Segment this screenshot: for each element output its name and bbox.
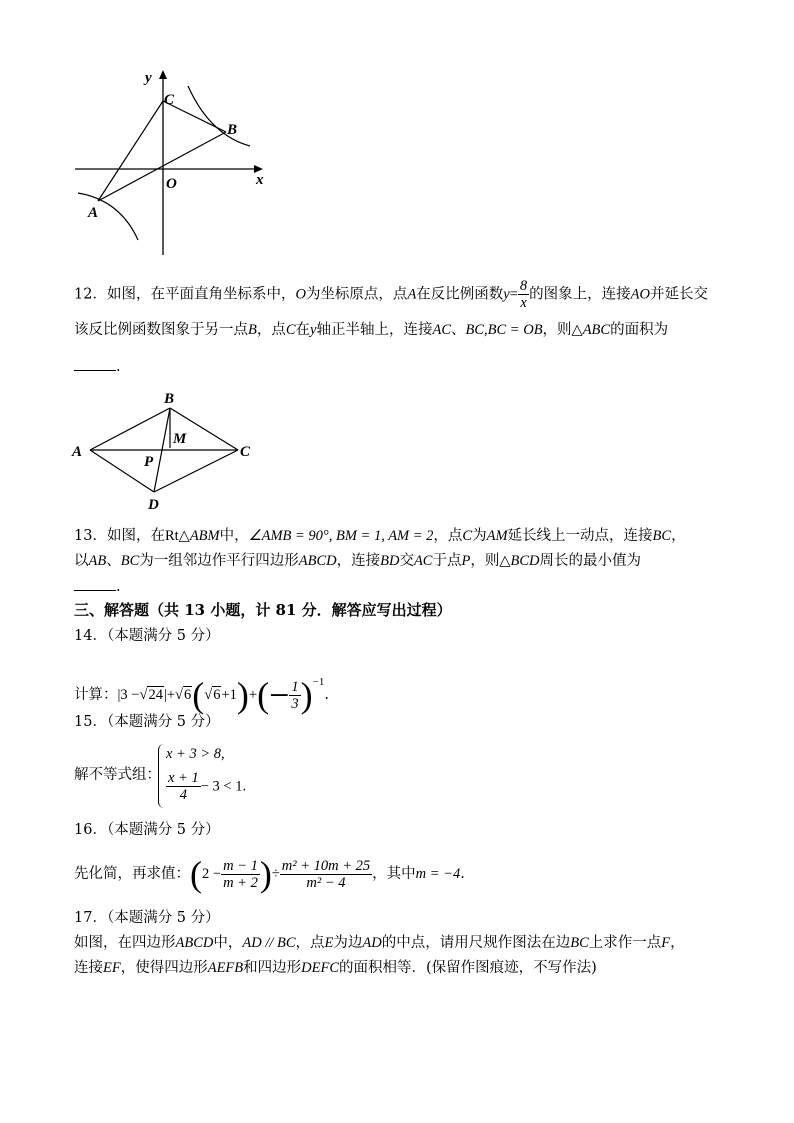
q15-head: 15．（本题满分 5 分） — [74, 714, 220, 730]
q17-line2: 连接EF，使得四边形AEFB和四边形DEFC的面积相等．(保留作图痕迹，不写作法) — [74, 960, 597, 976]
fraction-m-minus-1: $\frac{m - 1}{m + 2}$ — [223, 857, 258, 891]
label-x: x — [256, 172, 264, 188]
segment-AB — [98, 132, 226, 201]
label-D: D — [148, 497, 159, 513]
label-O: O — [166, 176, 177, 192]
hyperbola-upper — [188, 86, 250, 146]
label-A: A — [88, 205, 99, 221]
q15-brace — [158, 744, 165, 808]
label-C: C — [240, 444, 251, 460]
q16-head: 16．（本题满分 5 分） — [74, 822, 220, 838]
fraction-8-over-x: $\frac{8}{x}$ — [519, 278, 528, 311]
q17-head: 17．（本题满分 5 分） — [74, 910, 220, 926]
label-M: M — [173, 431, 187, 447]
hyperbola-lower — [78, 193, 138, 240]
label-P: P — [144, 454, 154, 470]
label-y: y — [145, 70, 152, 86]
q12-answer-blank: . — [74, 356, 121, 377]
q15-ineq1: x + 3 > 8, — [166, 746, 225, 762]
fraction-1-over-3: $\frac{1}{3}$ — [291, 678, 299, 712]
label-C: C — [164, 92, 175, 108]
q14-head: 14．（本题满分 5 分） — [74, 628, 220, 644]
figure-q13 — [66, 385, 266, 515]
fraction-m-squared: $\frac{\text{m² + 10m + 25}}{\text{m² − 4}}$ — [281, 857, 371, 891]
label-B: B — [164, 391, 175, 407]
section-title: 三、解答题（共 13 小题，计 81 分．解答应写出过程） — [74, 601, 452, 619]
segment-CD — [154, 450, 238, 492]
q13-line2: 以AB、BC为一组邻边作平行四边形ABCD，连接BD交AC于点P，则△BCD周长的最小值为 — [74, 553, 641, 569]
q12-line2: 该反比例函数图象于另一点B，点C在y轴正半轴上，连接AC、BC,BC = OB，则△ABC的面积为 — [74, 322, 669, 338]
y-axis-arrow — [159, 70, 167, 79]
q17-line1: 如图，在四边形ABCD中，AD // BC，点E为边AD的中点，请用尺规作图法在边BC上求作一点F， — [74, 935, 685, 951]
answer-blank — [74, 576, 116, 591]
fraction-x-plus-1-over-4: $\frac{x + 1}{4}$ — [168, 770, 199, 803]
label-A: A — [72, 444, 83, 460]
q12-line1: 12．如图，在平面直角坐标系中，O为坐标原点，点A在反比例函数y= $\frac{8}{x}$ 的图象上，连接AO并延长交 — [74, 278, 709, 311]
q13-line1: 13．如图，在Rt△ABM中，∠AMB = 90°, BM = 1, AM = 2，点C为AM延长线上一动点，连接BC， — [74, 528, 686, 544]
segment-AB — [90, 408, 170, 450]
figure-q12 — [60, 60, 280, 260]
q15-label: 解不等式组： — [74, 767, 161, 783]
segment-AC — [98, 101, 163, 201]
q15-ineq2: $\frac{x + 1}{4}$ − 3 < 1. — [168, 770, 247, 803]
q13-answer-blank: . — [74, 576, 121, 597]
q16-expression: 先化简，再求值：(2 − $\frac{m - 1}{m + 2}$ )÷ $\frac{\text{m² + 10m + 25}}{\text{m² − 4}}$ ，其中m = −4. — [74, 854, 465, 894]
answer-blank — [74, 356, 116, 371]
label-B: B — [227, 122, 238, 138]
q14-expression: 计算：|3 −√24|+√6(√6+1)+(− $\frac{1}{3}$ )$^{-1}$. — [74, 675, 329, 715]
